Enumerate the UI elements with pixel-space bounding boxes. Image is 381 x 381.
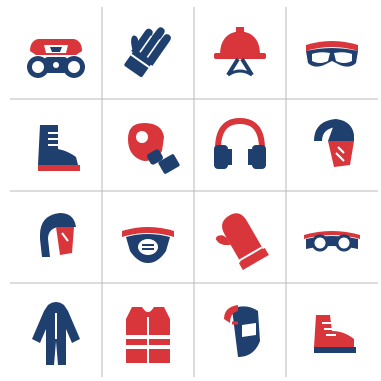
welding-mask-icon [194,283,286,375]
work-shoe-icon [286,283,378,375]
safety-goggles-icon [286,7,378,99]
protective-glove-icon [102,7,194,99]
mitten-icon [194,191,286,283]
icon-set-grid [10,7,378,377]
gas-mask-icon [102,99,194,191]
chemical-goggles-icon [286,191,378,283]
hi-vis-vest-icon [102,283,194,375]
safety-boot-icon [10,99,102,191]
face-shield-icon [286,99,378,191]
helmet-with-visor-icon [10,191,102,283]
hard-hat-icon [194,7,286,99]
dust-mask-icon [102,191,194,283]
ear-muffs-icon [194,99,286,191]
protective-coverall-icon [10,283,102,375]
respirator-mask-icon [10,7,102,99]
